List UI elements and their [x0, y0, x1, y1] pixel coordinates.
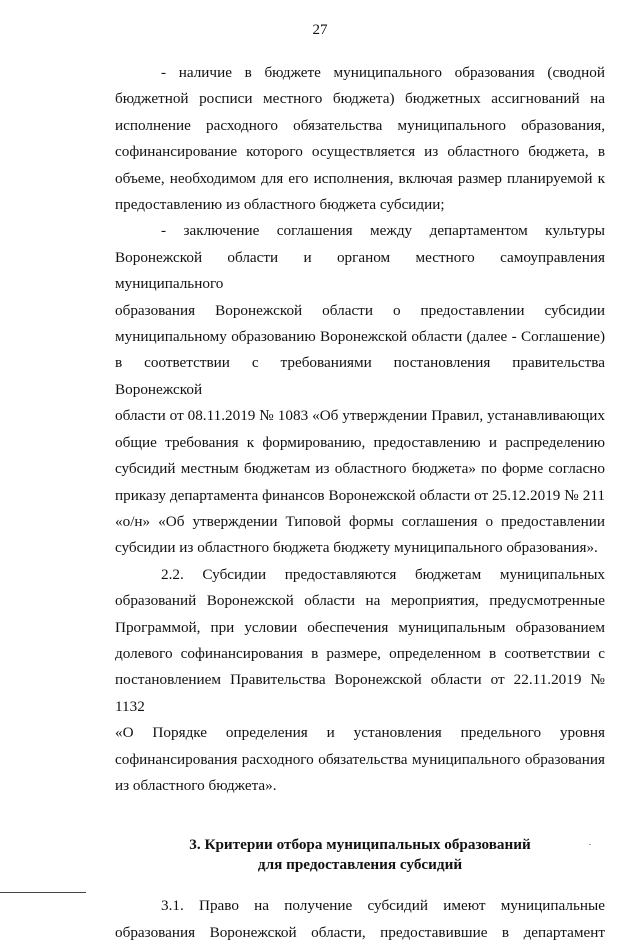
text-line: образования Воронежской области, предоставившие в департамент: [115, 923, 605, 941]
footer-rule: [0, 892, 86, 893]
document-body: [115, 60, 605, 946]
text-line: объеме, необходимом для его исполнения, включая размер планируемой к: [115, 169, 605, 187]
text-line: Программой, при условии обеспечения муниципальным образованием: [115, 618, 605, 636]
text-line: «о/н» «Об утверждении Типовой формы соглашения о предоставлении: [115, 512, 605, 530]
text-line: образования Воронежской области о предоставлении субсидии: [115, 301, 605, 319]
text-line: софинансирования расходного обязательства муниципального образования: [115, 750, 605, 768]
text-line: в соответствии с требованиями постановления правительства Воронежской: [115, 354, 605, 398]
text-line: области от 08.11.2019 № 1083 «Об утверждении Правил, устанавливающих: [115, 407, 605, 425]
text-line: «О Порядке определения и установления предельного уровня: [115, 724, 605, 742]
text-line: предоставлению из областного бюджета субсидии;: [115, 196, 445, 214]
section-heading-line-2: для предоставления субсидий: [257, 856, 463, 874]
text-line: бюджетной росписи местного бюджета) бюджетных ассигнований на: [115, 90, 605, 108]
text-line: муниципальному образованию Воронежской области (далее - Соглашение): [115, 328, 605, 346]
section-heading: [115, 835, 605, 875]
text-line: образований Воронежской области на мероприятия, предусмотренные: [115, 592, 605, 610]
page-number: 27: [312, 22, 328, 38]
text-line: 2.2. Субсидии предоставляются бюджетам муниципальных: [161, 565, 605, 583]
text-line: субсидий местным бюджетам из областного бюджета» по форме согласно: [115, 460, 605, 478]
text-line: постановлением Правительства Воронежской области от 22.11.2019 № 1132: [115, 671, 605, 715]
text-line: субсидии из областного бюджета бюджету муниципального образования».: [115, 539, 598, 557]
text-line: общие требования к формированию, предоставлению и распределению: [115, 433, 605, 451]
text-line: - заключение соглашения между департаментом культуры: [161, 222, 605, 240]
section-heading-line-1: 3. Критерии отбора муниципальных образований: [189, 836, 531, 854]
text-line: долевого софинансирования в размере, определенном в соответствии с: [115, 644, 605, 662]
section-spacer: [115, 799, 605, 825]
text-line: софинансирование которого осуществляется из областного бюджета, в: [115, 143, 605, 161]
text-line: Воронежской области и органом местного самоуправления муниципального: [115, 248, 605, 293]
text-line: исполнение расходного обязательства муниципального образования,: [115, 116, 605, 134]
text-line: из областного бюджета».: [115, 776, 277, 794]
body-paragraphs: [115, 60, 605, 799]
text-line: приказу департамента финансов Воронежской области от 25.12.2019 № 211: [115, 486, 605, 504]
section-3-paragraph: [115, 893, 605, 946]
scan-speck: [589, 844, 591, 845]
text-line: - наличие в бюджете муниципального образования (сводной: [161, 64, 605, 81]
text-line: 3.1. Право на получение субсидий имеют муниципальные: [161, 897, 605, 915]
